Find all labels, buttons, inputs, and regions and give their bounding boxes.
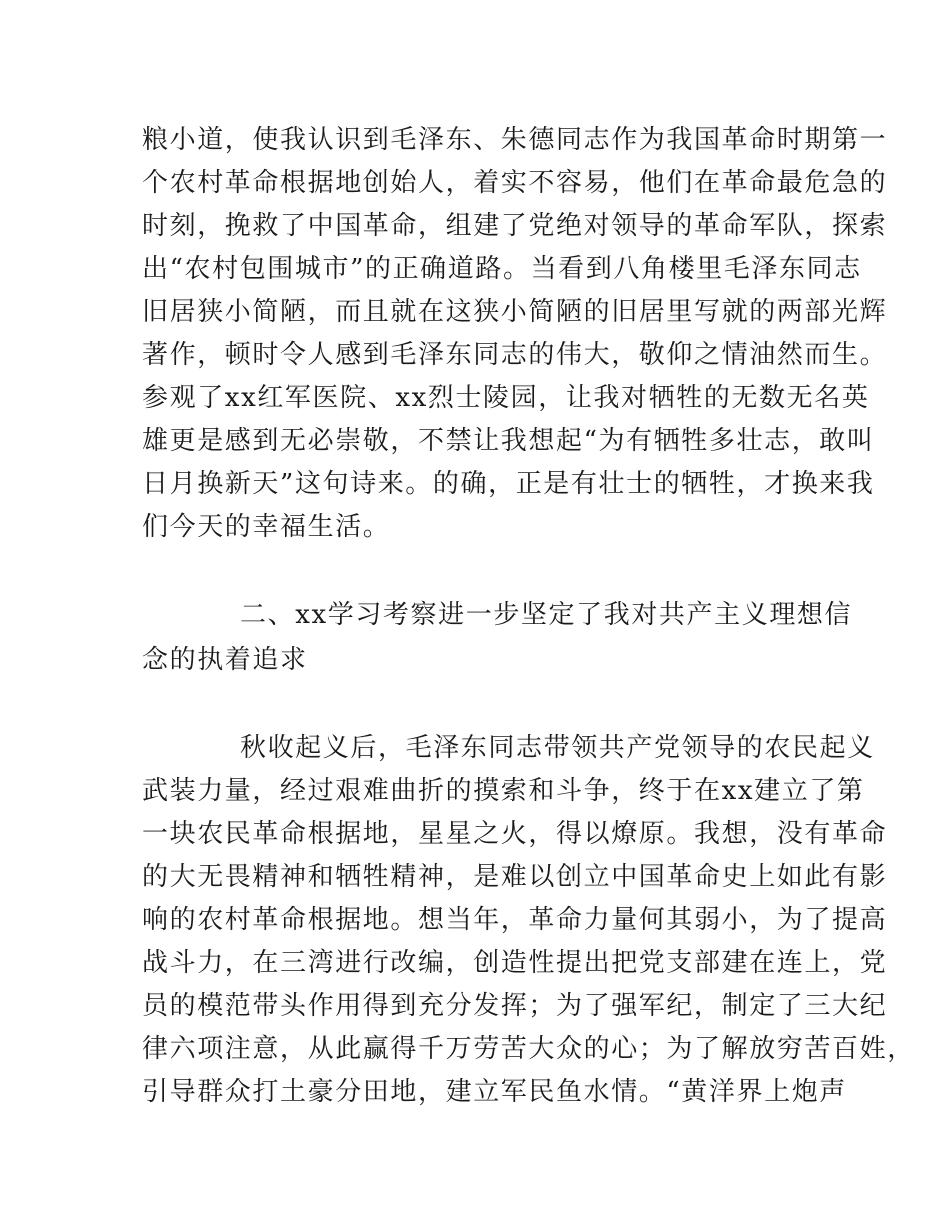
paragraph-2-line-9: 引导群众打土豪分田地，建立军民鱼水情。“黄洋界上炮声 (142, 1077, 847, 1107)
paragraph-2-line-2: 武装力量，经过艰难曲折的摸索和斗争，终于在xx建立了第 (142, 776, 865, 806)
paragraph-2-line-3: 一块农民革命根据地，星星之火，得以燎原。我想，没有革命 (142, 819, 888, 849)
paragraph-1-line-3: 时刻，挽救了中国革命，组建了党绝对领导的革命军队，探索 (142, 211, 888, 241)
paragraph-1-line-10: 们今天的幸福生活。 (142, 512, 391, 542)
paragraph-1-line-4: 出“农村包围城市”的正确道路。当看到八角楼里毛泽东同志 (142, 254, 862, 284)
paragraph-2-line-6: 战斗力，在三湾进行改编，创造性提出把党支部建在连上，党 (142, 948, 888, 978)
paragraph-1-line-8: 雄更是感到无必崇敬，不禁让我想起“为有牺牲多壮志，敢叫 (142, 426, 875, 456)
paragraph-1-line-2: 个农村革命根据地创始人，着实不容易，他们在革命最危急的 (142, 168, 888, 198)
paragraph-1-line-7: 参观了xx红军医院、xx烈士陵园，让我对牺牲的无数无名英 (142, 383, 870, 413)
paragraph-1-line-9: 日月换新天”这句诗来。的确，正是有壮士的牺牲，才换来我 (142, 469, 875, 499)
paragraph-2-line-4: 的大无畏精神和牺牲精神，是难以创立中国革命史上如此有影 (142, 862, 888, 892)
section-heading-line-1: 二、xx学习考察进一步坚定了我对共产主义理想信 (240, 600, 853, 630)
section-heading-line-2: 念的执着追求 (142, 645, 308, 675)
paragraph-1-line-6: 著作，顿时令人感到毛泽东同志的伟大，敬仰之情油然而生。 (142, 340, 888, 370)
paragraph-2-line-5: 响的农村革命根据地。想当年，革命力量何其弱小，为了提高 (142, 905, 888, 935)
paragraph-1-line-5: 旧居狭小简陋，而且就在这狭小简陋的旧居里写就的两部光辉 (142, 297, 888, 327)
paragraph-2-line-7: 员的模范带头作用得到充分发挥；为了强军纪，制定了三大纪 (142, 991, 888, 1021)
paragraph-2-line-1: 秋收起义后，毛泽东同志带领共产党领导的农民起义 (240, 733, 875, 763)
paragraph-2-line-8: 律六项注意，从此赢得千万劳苦大众的心；为了解放穷苦百姓， (142, 1034, 915, 1064)
paragraph-1-line-1: 粮小道，使我认识到毛泽东、朱德同志作为我国革命时期第一 (142, 125, 888, 155)
